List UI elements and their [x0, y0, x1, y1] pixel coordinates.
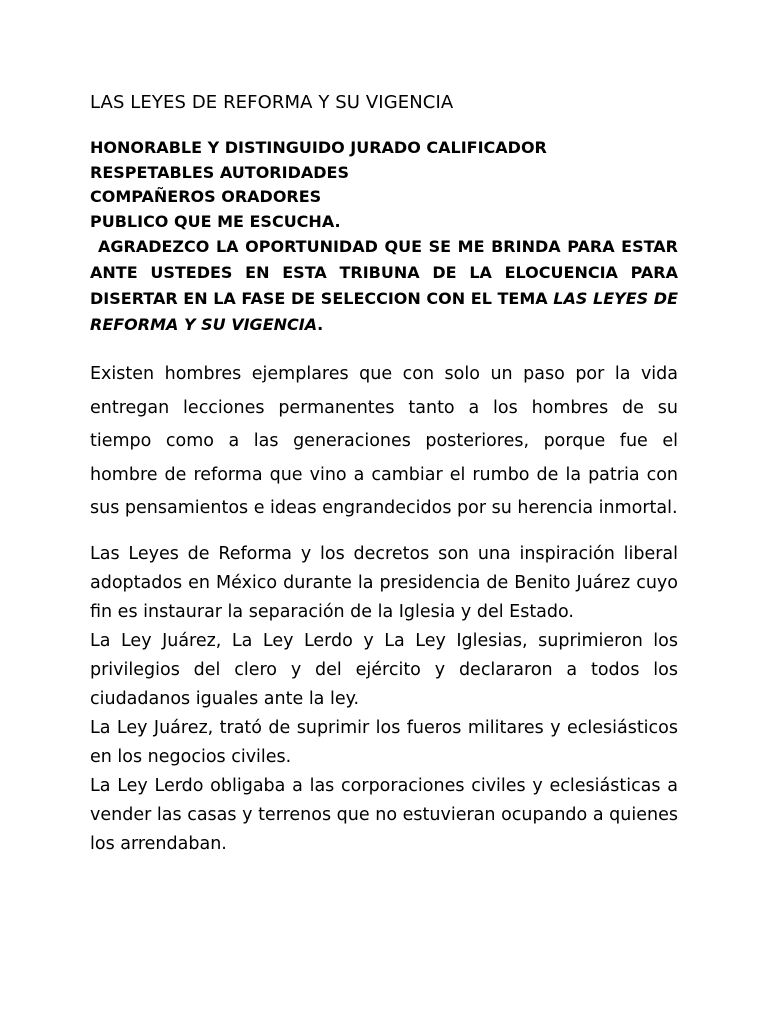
paragraph-exemplary-men: Existen hombres ejemplares que con solo un paso por la vida entregan lecciones permanentes tanto a los hombres de su tiempo como a las generaciones posteriores, porque fue el hombre de reforma que vino a cambiar el rumbo de la patria con sus pensamientos e ideas engrandecidos por su herencia inmortal.: [90, 364, 678, 518]
intro-end: .: [317, 315, 324, 334]
paragraph-reform-laws: Las Leyes de Reforma y los decretos son una inspiración liberal adoptados en México durante la presidencia de Benito Juárez cuyo fin es instaurar la separación de la Iglesia y del Estado.: [90, 543, 678, 622]
intro-text: AGRADEZCO LA OPORTUNIDAD QUE SE ME BRINDA PARA ESTAR ANTE USTEDES EN ESTA TRIBUNA DE LA ELOCUENCIA PARA DISERTAR EN LA FASE DE SELECCION CON EL TEMA: [90, 237, 678, 308]
salutation-authorities: RESPETABLES AUTORIDADES: [90, 162, 349, 182]
document-title: LAS LEYES DE REFORMA Y SU VIGENCIA: [90, 92, 454, 113]
intro-topic: LAS LEYES DE REFORMA Y SU VIGENCIA: [90, 289, 678, 334]
paragraph-ley-juarez: La Ley Juárez, trató de suprimir los fueros militares y eclesiásticos en los negocios civiles.: [90, 717, 678, 767]
paragraph-three-laws: La Ley Juárez, La Ley Lerdo y La Ley Iglesias, suprimieron los privilegios del clero y del ejército y declararon a todos los ciudadanos iguales ante la ley.: [90, 630, 678, 709]
document-page: [90, 90, 678, 859]
salutation-audience: PUBLICO QUE ME ESCUCHA.: [90, 211, 341, 231]
intro-paragraph: [90, 234, 678, 338]
paragraph-ley-lerdo: La Ley Lerdo obligaba a las corporaciones civiles y eclesiásticas a vender las casas y terrenos que no estuvieran ocupando a quienes los arrendaban.: [90, 775, 678, 854]
salutation-speakers: COMPAÑEROS ORADORES: [90, 187, 322, 206]
salutation-jury: HONORABLE Y DISTINGUIDO JURADO CALIFICADOR: [90, 138, 547, 157]
